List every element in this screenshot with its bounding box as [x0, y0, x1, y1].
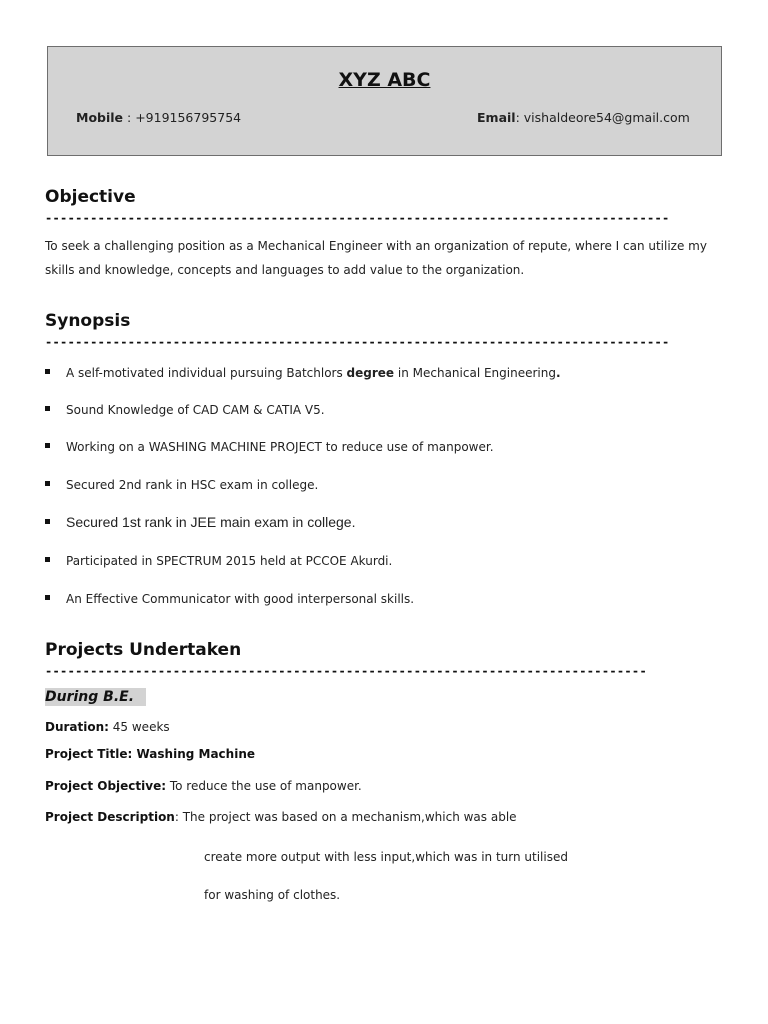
project-title-line — [45, 747, 255, 761]
project-description-continuation: for washing of clothes. — [204, 888, 341, 902]
synopsis-item: Working on a WASHING MACHINE PROJECT to reduce use of manpower. — [45, 440, 494, 454]
objective-text: To seek a challenging position as a Mechanical Engineer with an organization of repute, where I can utilize my skills and knowledge, concepts and languages to add value to the organization. — [45, 239, 707, 277]
projects-subhead: During B.E. — [45, 688, 146, 706]
bullet-square-icon — [45, 481, 50, 486]
bullet-square-icon — [45, 443, 50, 448]
bullet-square-icon — [45, 369, 50, 374]
project-objective-label: Project Objective: — [45, 779, 167, 793]
objective-divider: ----------------------------------------------------------------------------------- — [45, 211, 670, 225]
project-objective-line — [45, 779, 362, 793]
bullet-square-icon — [45, 406, 50, 411]
synopsis-divider: ----------------------------------------------------------------------------------- — [45, 335, 670, 349]
bullet-square-icon — [45, 519, 50, 524]
duration-value: 45 weeks — [108, 720, 170, 734]
project-description-label: Project Description — [45, 810, 175, 824]
bullet-square-icon — [45, 557, 50, 562]
project-description-line — [45, 810, 517, 824]
synopsis-item: A self-motivated individual pursuing Batchlors degree in Mechanical Engineering. — [45, 366, 561, 380]
mobile-contact — [76, 110, 241, 125]
objective-title: Objective — [45, 187, 136, 207]
project-description-text: : The project was based on a mechanism,which was able — [174, 810, 517, 824]
synopsis-item: Participated in SPECTRUM 2015 held at PCCOE Akurdi. — [45, 554, 392, 568]
contact-header-box — [47, 46, 722, 156]
project-description-continuation: create more output with less input,which was in turn utilised — [204, 850, 568, 864]
duration-line — [45, 720, 170, 734]
project-objective-value: To reduce the use of manpower. — [166, 779, 362, 793]
candidate-name: XYZ ABC — [338, 69, 431, 91]
email-label: Email — [477, 110, 516, 125]
email-value: : vishaldeore54@gmail.com — [515, 110, 690, 125]
projects-divider: -------------------------------------------------------------------------------- — [45, 664, 647, 678]
bullet-square-icon — [45, 595, 50, 600]
synopsis-title: Synopsis — [45, 311, 131, 331]
duration-label: Duration: — [45, 720, 109, 734]
mobile-value: : +919156795754 — [123, 110, 242, 125]
synopsis-item: Sound Knowledge of CAD CAM & CATIA V5. — [45, 403, 325, 417]
synopsis-item: An Effective Communicator with good interpersonal skills. — [45, 592, 414, 606]
synopsis-item: Secured 2nd rank in HSC exam in college. — [45, 478, 318, 492]
projects-title: Projects Undertaken — [45, 640, 242, 660]
email-contact — [477, 110, 690, 125]
mobile-label: Mobile — [76, 110, 124, 125]
project-title-label: Project Title: Washing Machine — [45, 747, 256, 761]
synopsis-item: Secured 1st rank in JEE main exam in college. — [45, 514, 355, 530]
